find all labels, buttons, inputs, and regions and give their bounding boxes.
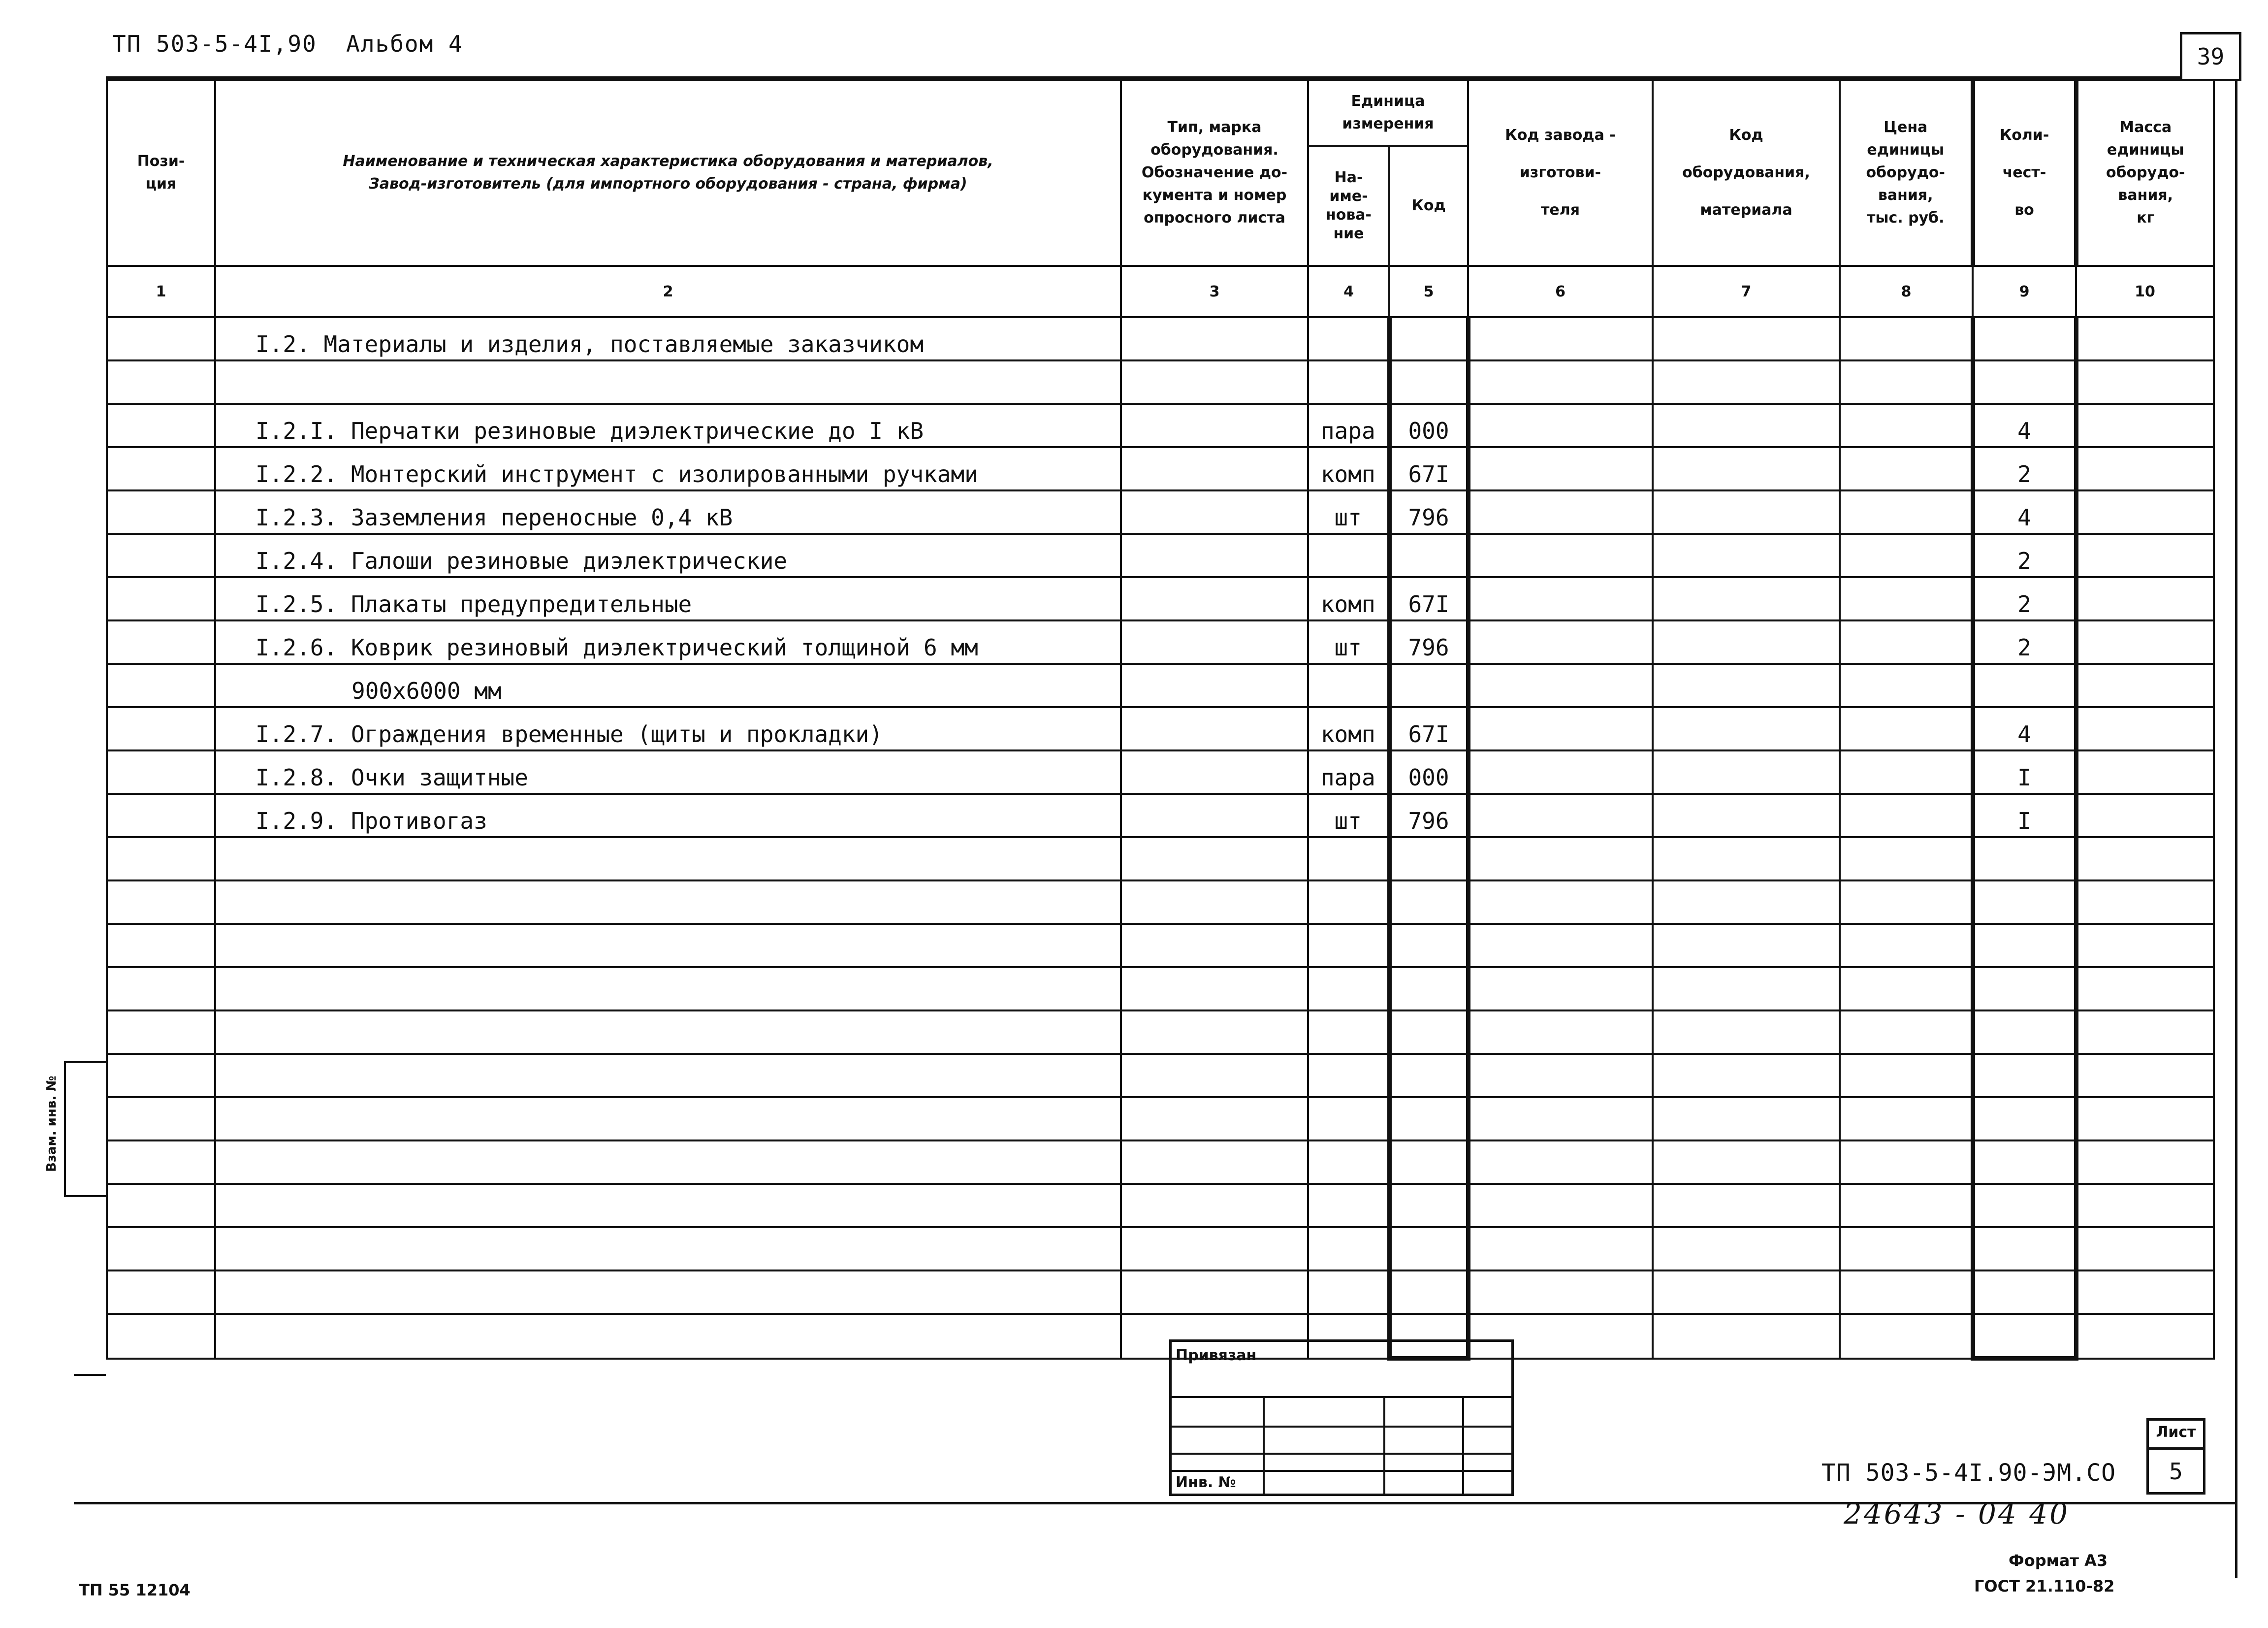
item-name xyxy=(215,360,1121,404)
unit-code xyxy=(1389,1010,1468,1054)
item-name: I.2.9. Противогаз xyxy=(215,794,1121,837)
table-cell xyxy=(1468,967,1653,1010)
table-cell xyxy=(1653,577,1840,620)
table-row xyxy=(107,447,2214,490)
table-cell xyxy=(1840,447,1973,490)
table-cell xyxy=(1121,794,1308,837)
unit-name xyxy=(1308,1097,1389,1140)
table-cell xyxy=(1653,620,1840,664)
table-cell xyxy=(1653,534,1840,577)
unit-code xyxy=(1389,1184,1468,1227)
table-cell xyxy=(1121,1010,1308,1054)
table-cell xyxy=(1468,404,1653,447)
header-unit-code: Код xyxy=(1389,146,1468,266)
table-cell xyxy=(1840,794,1973,837)
table-cell xyxy=(2076,924,2214,967)
table-cell xyxy=(1468,360,1653,404)
table-cell xyxy=(1121,447,1308,490)
item-name: 900х6000 мм xyxy=(215,664,1121,707)
unit-name: комп xyxy=(1308,577,1389,620)
table-cell xyxy=(1121,1097,1308,1140)
table-cell xyxy=(1653,1097,1840,1140)
header-mass: Масса единицы оборудо- вания, кг xyxy=(2076,80,2214,266)
unit-code: 796 xyxy=(1389,794,1468,837)
header-unit-name: На- име- нова- ние xyxy=(1308,146,1389,266)
unit-code: 796 xyxy=(1389,620,1468,664)
table-cell xyxy=(107,404,215,447)
table-cell xyxy=(1468,1227,1653,1270)
table-cell xyxy=(1468,794,1653,837)
table-cell xyxy=(107,1270,215,1314)
left-margin-tick xyxy=(74,1374,106,1376)
table-cell xyxy=(1468,707,1653,750)
quantity: 2 xyxy=(1973,577,2076,620)
unit-name xyxy=(1308,664,1389,707)
handwritten-inventory-number: 24643 - 04 40 xyxy=(1844,1497,2070,1530)
quantity: 4 xyxy=(1973,707,2076,750)
table-cell xyxy=(1121,880,1308,924)
unit-code xyxy=(1389,1054,1468,1097)
table-cell xyxy=(1121,317,1308,360)
table-cell xyxy=(1121,1140,1308,1184)
table-cell xyxy=(1840,707,1973,750)
quantity xyxy=(1973,837,2076,880)
table-cell xyxy=(1468,1270,1653,1314)
table-row xyxy=(107,1010,2214,1054)
table-cell xyxy=(2076,794,2214,837)
table-cell xyxy=(107,837,215,880)
table-cell xyxy=(1468,664,1653,707)
quantity xyxy=(1973,880,2076,924)
unit-code xyxy=(1389,837,1468,880)
table-cell xyxy=(1653,924,1840,967)
table-cell xyxy=(107,1314,215,1359)
table-cell xyxy=(1653,1314,1840,1359)
unit-name xyxy=(1308,1184,1389,1227)
table-cell xyxy=(1840,1270,1973,1314)
unit-code xyxy=(1389,924,1468,967)
item-name xyxy=(215,837,1121,880)
item-name xyxy=(215,1270,1121,1314)
table-row xyxy=(107,1097,2214,1140)
table-cell xyxy=(1840,664,1973,707)
table-cell xyxy=(1840,317,1973,360)
table-cell xyxy=(1653,1140,1840,1184)
table-row xyxy=(107,490,2214,534)
item-name xyxy=(215,967,1121,1010)
table-row xyxy=(107,1270,2214,1314)
quantity xyxy=(1973,1010,2076,1054)
table-cell xyxy=(2076,1140,2214,1184)
doc-reference: ТП 503-5-4I,90 xyxy=(112,31,317,57)
table-cell xyxy=(1840,490,1973,534)
table-cell xyxy=(1121,360,1308,404)
table-cell xyxy=(107,707,215,750)
table-cell xyxy=(107,577,215,620)
table-cell xyxy=(107,1010,215,1054)
table-cell xyxy=(1653,707,1840,750)
table-cell xyxy=(2076,577,2214,620)
table-cell xyxy=(1653,360,1840,404)
table-cell xyxy=(2076,664,2214,707)
sheet-right-border xyxy=(2235,81,2237,1578)
table-cell xyxy=(2076,447,2214,490)
table-cell xyxy=(1121,1054,1308,1097)
table-cell xyxy=(1121,707,1308,750)
item-name xyxy=(215,1314,1121,1359)
left-margin-stamp xyxy=(64,1061,108,1197)
quantity xyxy=(1973,1140,2076,1184)
item-name: I.2.6. Коврик резиновый диэлектрический толщиной 6 мм xyxy=(215,620,1121,664)
table-cell xyxy=(1653,967,1840,1010)
unit-name xyxy=(1308,317,1389,360)
quantity: 4 xyxy=(1973,490,2076,534)
table-cell xyxy=(2076,317,2214,360)
unit-name xyxy=(1308,1140,1389,1184)
table-cell xyxy=(1653,1184,1840,1227)
header-unit-group: Единица измерения xyxy=(1308,80,1468,146)
table-row xyxy=(107,620,2214,664)
table-cell xyxy=(107,880,215,924)
table-cell xyxy=(1121,924,1308,967)
table-cell xyxy=(2076,404,2214,447)
unit-code xyxy=(1389,1227,1468,1270)
table-cell xyxy=(2076,1314,2214,1359)
footer-code: ТП 55 12104 xyxy=(79,1581,191,1599)
table-cell xyxy=(1121,1184,1308,1227)
table-cell xyxy=(1653,750,1840,794)
table-cell xyxy=(1840,534,1973,577)
table-cell xyxy=(1468,447,1653,490)
table-cell xyxy=(1468,1140,1653,1184)
table-row xyxy=(107,577,2214,620)
unit-name: шт xyxy=(1308,620,1389,664)
item-name: I.2.4. Галоши резиновые диэлектрические xyxy=(215,534,1121,577)
unit-name xyxy=(1308,1010,1389,1054)
item-name: I.2.2. Монтерский инструмент с изолированными ручками xyxy=(215,447,1121,490)
table-cell xyxy=(1653,1010,1840,1054)
quantity xyxy=(1973,1270,2076,1314)
quantity xyxy=(1973,317,2076,360)
unit-name: комп xyxy=(1308,447,1389,490)
table-cell xyxy=(2076,880,2214,924)
item-name: I.2.I. Перчатки резиновые диэлектрические до I кВ xyxy=(215,404,1121,447)
unit-code: 67I xyxy=(1389,447,1468,490)
table-cell xyxy=(107,534,215,577)
table-cell xyxy=(1121,404,1308,447)
table-cell xyxy=(1468,577,1653,620)
unit-name xyxy=(1308,534,1389,577)
table-cell xyxy=(107,967,215,1010)
table-cell xyxy=(1653,490,1840,534)
table-cell xyxy=(1840,880,1973,924)
table-cell xyxy=(1121,967,1308,1010)
unit-code xyxy=(1389,880,1468,924)
table-cell xyxy=(1121,1227,1308,1270)
table-row xyxy=(107,404,2214,447)
unit-code xyxy=(1389,534,1468,577)
unit-name: шт xyxy=(1308,794,1389,837)
item-name xyxy=(215,1097,1121,1140)
unit-name: пара xyxy=(1308,404,1389,447)
table-row xyxy=(107,924,2214,967)
table-cell xyxy=(2076,750,2214,794)
header-position: Пози- ция xyxy=(107,80,215,266)
table-cell xyxy=(1121,577,1308,620)
header-type-mark: Тип, марка оборудования. Обозначение до- кумента и номер опросного листа xyxy=(1121,80,1308,266)
table-cell xyxy=(107,1140,215,1184)
unit-code xyxy=(1389,967,1468,1010)
quantity: 4 xyxy=(1973,404,2076,447)
format-label: Формат А3 xyxy=(2009,1551,2108,1570)
item-name xyxy=(215,1140,1121,1184)
table-cell xyxy=(1840,577,1973,620)
header-plant-code: Код завода - изготови- теля xyxy=(1468,80,1653,266)
table-cell xyxy=(1653,880,1840,924)
table-row xyxy=(107,707,2214,750)
table-cell xyxy=(107,1097,215,1140)
unit-name xyxy=(1308,837,1389,880)
quantity xyxy=(1973,1314,2076,1359)
table-cell xyxy=(2076,620,2214,664)
table-cell xyxy=(1468,620,1653,664)
table-row xyxy=(107,1314,2214,1359)
quantity xyxy=(1973,664,2076,707)
specification-table xyxy=(106,79,2215,1361)
unit-name xyxy=(1308,880,1389,924)
quantity: I xyxy=(1973,794,2076,837)
table-cell xyxy=(1468,1010,1653,1054)
item-name xyxy=(215,924,1121,967)
table-cell xyxy=(107,750,215,794)
table-cell xyxy=(1121,490,1308,534)
table-cell xyxy=(1653,1270,1840,1314)
quantity: I xyxy=(1973,750,2076,794)
table-row xyxy=(107,837,2214,880)
table-cell xyxy=(1468,924,1653,967)
table-cell xyxy=(2076,490,2214,534)
table-cell xyxy=(2076,707,2214,750)
table-row xyxy=(107,360,2214,404)
quantity: 2 xyxy=(1973,620,2076,664)
unit-name xyxy=(1308,360,1389,404)
table-cell xyxy=(1840,1227,1973,1270)
item-name: I.2. Материалы и изделия, поставляемые заказчиком xyxy=(215,317,1121,360)
table-cell xyxy=(2076,967,2214,1010)
quantity: 2 xyxy=(1973,534,2076,577)
quantity xyxy=(1973,1097,2076,1140)
left-margin-label: Взам. инв. № xyxy=(44,1075,59,1172)
table-cell xyxy=(1653,794,1840,837)
quantity xyxy=(1973,1184,2076,1227)
table-cell xyxy=(1840,1097,1973,1140)
page-number: 39 xyxy=(2180,32,2241,81)
table-cell xyxy=(1468,534,1653,577)
table-cell xyxy=(2076,1227,2214,1270)
table-cell xyxy=(107,447,215,490)
unit-code: 67I xyxy=(1389,707,1468,750)
unit-name: пара xyxy=(1308,750,1389,794)
unit-name xyxy=(1308,1054,1389,1097)
table-cell xyxy=(107,1227,215,1270)
unit-code xyxy=(1389,664,1468,707)
table-cell xyxy=(2076,360,2214,404)
table-cell xyxy=(2076,837,2214,880)
table-cell xyxy=(1468,1184,1653,1227)
table-cell xyxy=(1840,360,1973,404)
table-cell xyxy=(1653,1227,1840,1270)
header-equipment-code: Код оборудования, материала xyxy=(1653,80,1840,266)
table-cell xyxy=(1840,1184,1973,1227)
item-name: I.2.5. Плакаты предупредительные xyxy=(215,577,1121,620)
table-cell xyxy=(2076,1184,2214,1227)
table-cell xyxy=(1653,447,1840,490)
unit-name: шт xyxy=(1308,490,1389,534)
table-cell xyxy=(1653,404,1840,447)
item-name: I.2.3. Заземления переносные 0,4 кВ xyxy=(215,490,1121,534)
table-cell xyxy=(1840,404,1973,447)
table-cell xyxy=(1653,1054,1840,1097)
item-name xyxy=(215,1054,1121,1097)
table-cell xyxy=(1121,1270,1308,1314)
unit-code xyxy=(1389,360,1468,404)
table-cell xyxy=(107,664,215,707)
table-cell xyxy=(107,1054,215,1097)
table-cell xyxy=(1840,1314,1973,1359)
table-cell xyxy=(1121,620,1308,664)
inv-number-label: Инв. № xyxy=(1176,1474,1236,1491)
header-name: Наименование и техническая характеристика оборудования и материалов, Завод-изготовитель (для импортного оборудования - страна, фирма) xyxy=(215,80,1121,266)
table-cell xyxy=(1840,1140,1973,1184)
unit-name xyxy=(1308,1270,1389,1314)
table-cell xyxy=(2076,1010,2214,1054)
quantity xyxy=(1973,1054,2076,1097)
table-cell xyxy=(1840,967,1973,1010)
quantity xyxy=(1973,360,2076,404)
item-name xyxy=(215,1010,1121,1054)
table-row xyxy=(107,664,2214,707)
item-name xyxy=(215,1227,1121,1270)
table-cell xyxy=(107,317,215,360)
table-cell xyxy=(1468,317,1653,360)
table-cell xyxy=(1653,664,1840,707)
item-name: I.2.7. Ограждения временные (щиты и прокладки) xyxy=(215,707,1121,750)
table-cell xyxy=(107,1184,215,1227)
table-cell xyxy=(1121,837,1308,880)
item-name: I.2.8. Очки защитные xyxy=(215,750,1121,794)
unit-code xyxy=(1389,1140,1468,1184)
quantity xyxy=(1973,924,2076,967)
table-row xyxy=(107,1184,2214,1227)
table-row xyxy=(107,1054,2214,1097)
list-label: Лист xyxy=(2149,1424,2203,1450)
unit-code: 000 xyxy=(1389,404,1468,447)
unit-name xyxy=(1308,967,1389,1010)
header-quantity: Коли- чест- во xyxy=(1973,80,2076,266)
quantity: 2 xyxy=(1973,447,2076,490)
table-cell xyxy=(1653,317,1840,360)
table-row xyxy=(107,794,2214,837)
unit-code: 796 xyxy=(1389,490,1468,534)
table-cell xyxy=(107,360,215,404)
unit-code xyxy=(1389,1270,1468,1314)
table-row xyxy=(107,1140,2214,1184)
unit-code: 000 xyxy=(1389,750,1468,794)
table-row xyxy=(107,967,2214,1010)
list-value: 5 xyxy=(2169,1458,2183,1485)
table-cell xyxy=(1468,880,1653,924)
table-row xyxy=(107,317,2214,360)
table-row xyxy=(107,750,2214,794)
table-row xyxy=(107,1227,2214,1270)
unit-name: комп xyxy=(1308,707,1389,750)
table-cell xyxy=(1468,490,1653,534)
sheet-list-box xyxy=(2146,1418,2205,1495)
table-cell xyxy=(1840,924,1973,967)
table-header xyxy=(107,80,2214,266)
table-cell xyxy=(1121,750,1308,794)
table-cell xyxy=(2076,1054,2214,1097)
quantity xyxy=(1973,1227,2076,1270)
table-row xyxy=(107,880,2214,924)
table-cell xyxy=(1840,750,1973,794)
unit-code: 67I xyxy=(1389,577,1468,620)
unit-code xyxy=(1389,317,1468,360)
item-name xyxy=(215,880,1121,924)
column-number-row: 1 2 3 4 5 6 7 8 9 10 xyxy=(107,266,2214,317)
document-code: ТП 503-5-4I.90-ЭМ.СО xyxy=(1821,1459,2116,1487)
privyazan-stamp xyxy=(1169,1339,1514,1496)
item-name xyxy=(215,1184,1121,1227)
table-cell xyxy=(107,924,215,967)
unit-name xyxy=(1308,924,1389,967)
unit-code xyxy=(1389,1097,1468,1140)
header-price: Цена единицы оборудо- вания, тыс. руб. xyxy=(1840,80,1973,266)
table-cell xyxy=(1121,534,1308,577)
table-cell xyxy=(1468,837,1653,880)
table-cell xyxy=(1840,620,1973,664)
table-cell xyxy=(1468,1097,1653,1140)
quantity xyxy=(1973,967,2076,1010)
table-cell xyxy=(2076,1097,2214,1140)
table-cell xyxy=(2076,534,2214,577)
gost-label: ГОСТ 21.110-82 xyxy=(1974,1577,2115,1595)
table-cell xyxy=(2076,1270,2214,1314)
table-cell xyxy=(107,794,215,837)
table-cell xyxy=(107,490,215,534)
table-row xyxy=(107,534,2214,577)
unit-name xyxy=(1308,1227,1389,1270)
table-cell xyxy=(107,620,215,664)
table-cell xyxy=(1840,837,1973,880)
table-cell xyxy=(1468,1054,1653,1097)
table-cell xyxy=(1653,837,1840,880)
table-cell xyxy=(1840,1010,1973,1054)
table-cell xyxy=(1840,1054,1973,1097)
table-cell xyxy=(1121,664,1308,707)
table-cell xyxy=(1468,750,1653,794)
album-label: Альбом 4 xyxy=(346,31,463,57)
privyazan-label: Привязан xyxy=(1176,1347,1257,1364)
